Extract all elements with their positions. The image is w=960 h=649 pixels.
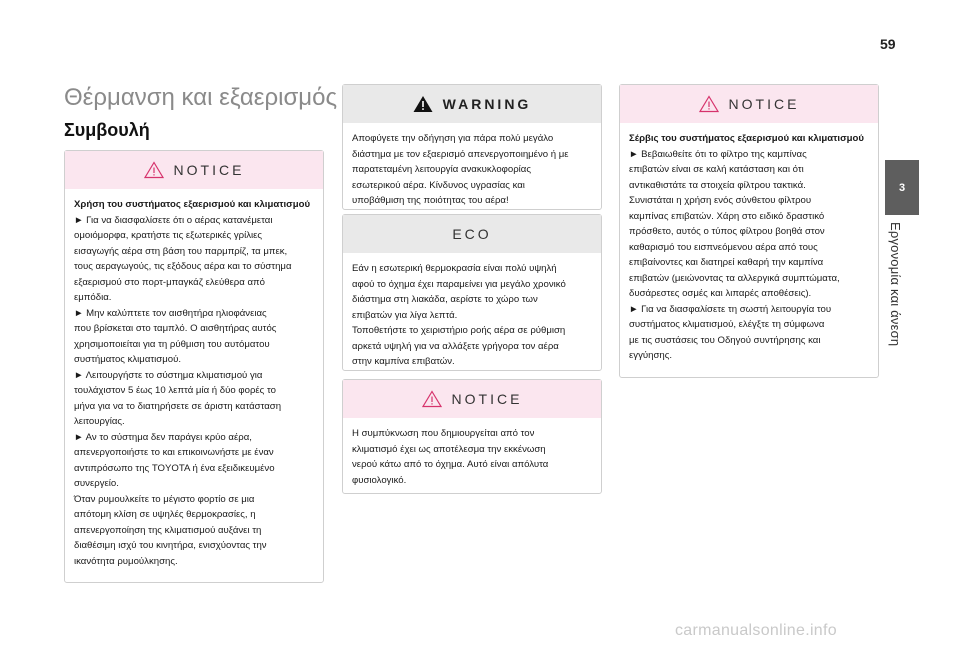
text-line: τουλάχιστον 5 έως 10 λεπτά μία ή δύο φορές το xyxy=(74,385,276,396)
text-line: ► Για να διασφαλίσετε τη σωστή λειτουργία του xyxy=(629,303,832,315)
notice-warning-icon xyxy=(699,95,719,113)
text-line: αφού το όχημα έχει παραμείνει για μεγάλο χρονικό xyxy=(352,278,566,290)
section-title: Θέρμανση και εξαερισμός xyxy=(64,84,338,111)
notice-header-label: NOTICE xyxy=(728,96,800,112)
text-line: εσωτερικού αέρα. Κίνδυνος υγρασίας και xyxy=(352,179,525,191)
watermark: carmanualsonline.info xyxy=(675,622,837,639)
text-line: που βρίσκεται στο ταμπλό. Ο αισθητήρας αυτός xyxy=(74,323,277,334)
notice-title: Χρήση του συστήματος εξαερισμού και κλιματισμού xyxy=(74,199,311,210)
text-line: ► Μην καλύπτετε τον αισθητήρα ηλιοφάνειας xyxy=(74,307,267,319)
text-line: επιβατών για λίγα λεπτά. xyxy=(352,309,458,321)
notice-header xyxy=(343,380,601,418)
notice-title: Σέρβις του συστήματος εξαερισμού και κλιματισμού xyxy=(629,133,864,144)
text-line: συνεργείο. xyxy=(74,478,119,489)
text-line: ► Λειτουργήστε το σύστημα κλιματισμού για xyxy=(74,369,263,381)
notice-header xyxy=(620,85,878,123)
text-line: εγγύησης. xyxy=(629,350,672,361)
text-line: ομοιόμορφα, κρατήστε τις εξωτερικές γρίλιες xyxy=(74,230,263,241)
notice-box-ac-use xyxy=(64,150,324,583)
chapter-tab[interactable]: 3 xyxy=(885,160,919,215)
eco-lines xyxy=(352,261,592,370)
chapter-label: Εργονομία και άνεση xyxy=(888,222,903,347)
text-line: επιβατών (μειώνοντας τα αλλεργικά συμπτώματα, xyxy=(629,272,840,284)
text-line: λειτουργίας. xyxy=(74,416,125,427)
warning-body xyxy=(343,123,601,217)
notice-box-condensation xyxy=(342,379,602,494)
text-line: Η συμπύκνωση που δημιουργείται από τον xyxy=(352,428,535,439)
text-line: χρησιμοποιείται για τη ρύθμιση του αυτόματου xyxy=(74,338,270,350)
notice-warning-icon xyxy=(144,161,164,179)
text-line: ► Βεβαιωθείτε ότι το φίλτρο της καμπίνας xyxy=(629,148,807,160)
notice-header xyxy=(65,151,323,189)
notice-header-label: NOTICE xyxy=(451,391,523,407)
notice-lines xyxy=(629,147,869,364)
text-line: εισαγωγής αέρα στη βάση του παρμπρίζ, τα μπεκ, xyxy=(74,245,288,257)
notice-warning-icon xyxy=(422,390,442,408)
text-line: απενεργοποίηση της κλιματισμού αυξάνει τη xyxy=(74,524,262,536)
text-line: διάστημα με τον εξαερισμό απενεργοποιημένο ή με xyxy=(352,148,569,160)
text-line: αντιπρόσωπο της TOYOTA ή ένα εξειδικευμένο xyxy=(74,462,275,474)
text-line: Όταν ρυμουλκείτε το μέγιστο φορτίο σε μια xyxy=(74,493,255,505)
eco-header-label: ECO xyxy=(452,226,492,242)
warning-lines xyxy=(352,131,592,209)
text-line: με τις συστάσεις του Οδηγού συντήρησης και xyxy=(629,334,821,346)
text-line: στην καμπίνα επιβατών. xyxy=(352,356,455,367)
text-line: μήνα για να το διατηρήσετε σε άριστη κατάσταση xyxy=(74,400,282,412)
notice-lines xyxy=(74,213,314,570)
text-line: Εάν η εσωτερική θερμοκρασία είναι πολύ υψηλή xyxy=(352,263,557,274)
text-line: διάστημα στη λιακάδα, αερίστε το χώρο των xyxy=(352,294,538,305)
warning-icon xyxy=(413,95,433,113)
notice-body xyxy=(343,418,601,496)
text-line: ικανότητα ρυμούλκησης. xyxy=(74,555,178,567)
text-line: Συνιστάται η χρήση ενός σύνθετου φίλτρου xyxy=(629,195,812,206)
notice-lines xyxy=(352,426,592,488)
text-line: Αποφύγετε την οδήγηση για πάρα πολύ μεγάλο xyxy=(352,133,554,144)
text-line: καθαρισμό του εισπνεόμενου αέρα από τους xyxy=(629,241,818,253)
text-line: επιβαίνοντες και διατηρεί καθαρή την καμπίνα xyxy=(629,257,824,268)
text-line: επιβατών είναι σε καλή κατάσταση και ότι xyxy=(629,164,804,175)
subsection-title: Συμβουλή xyxy=(64,120,150,140)
text-line: κλιματισμό έχει ως αποτέλεσμα την εκκένωση xyxy=(352,443,546,455)
notice-box-servicing xyxy=(619,84,879,378)
warning-header xyxy=(343,85,601,123)
warning-header-label: WARNING xyxy=(442,96,532,112)
warning-box xyxy=(342,84,602,210)
text-line: εξαερισμού στο πορτ-μπαγκάζ ελεύθερα από xyxy=(74,276,265,288)
text-line: συστήματος κλιματισμού, ελέγξτε τη σύμφωνα xyxy=(629,319,825,330)
text-line: Τοποθετήστε το χειριστήριο ροής αέρα σε ρύθμιση xyxy=(352,325,566,336)
text-line: συστήματος κλιματισμού. xyxy=(74,354,181,365)
text-line: αρκετά υψηλή για να αλλάξετε γρήγορα τον αέρα xyxy=(352,340,559,352)
eco-box xyxy=(342,214,602,371)
text-line: πρόσθετο, αυτός ο τύπος φίλτρου βοηθά στον xyxy=(629,226,825,237)
text-line: παρατεταμένη λειτουργία ανακυκλοφορίας xyxy=(352,164,531,175)
text-line: τους αεραγωγούς, τις εξόδους αέρα και το σύστημα xyxy=(74,261,292,272)
text-line: φυσιολογικό. xyxy=(352,474,407,486)
text-line: αντικαθιστάτε τα στοιχεία φίλτρου τακτικά. xyxy=(629,179,806,191)
text-line: ► Αν το σύστημα δεν παράγει κρύο αέρα, xyxy=(74,431,252,443)
text-line: καμπίνας επιβατών. Χάρη στο ειδικό δραστικό xyxy=(629,210,825,222)
text-line: ► Για να διασφαλίσετε ότι ο αέρας κατανέμεται xyxy=(74,214,273,226)
eco-header xyxy=(343,215,601,253)
notice-body xyxy=(65,189,323,577)
notice-body xyxy=(620,123,878,372)
text-line: διαθέσιμη ισχύ του κινητήρα, ενισχύοντας την xyxy=(74,540,267,551)
text-line: απενεργοποιήστε το και επικοινωνήστε με έναν xyxy=(74,447,274,458)
page-number: 59 xyxy=(880,36,896,52)
text-line: νερού κάτω από το όχημα. Αυτό είναι απόλυτα xyxy=(352,459,549,470)
text-line: υποβάθμιση της ποιότητας του αέρα! xyxy=(352,195,509,206)
text-line: απότομη κλίση σε υψηλές θερμοκρασίες, η xyxy=(74,509,256,520)
text-line: εμπόδια. xyxy=(74,292,112,303)
notice-header-label: NOTICE xyxy=(173,162,245,178)
text-line: δυσάρεστες οσμές και λιπαρές αποθέσεις). xyxy=(629,288,812,299)
eco-body xyxy=(343,253,601,378)
